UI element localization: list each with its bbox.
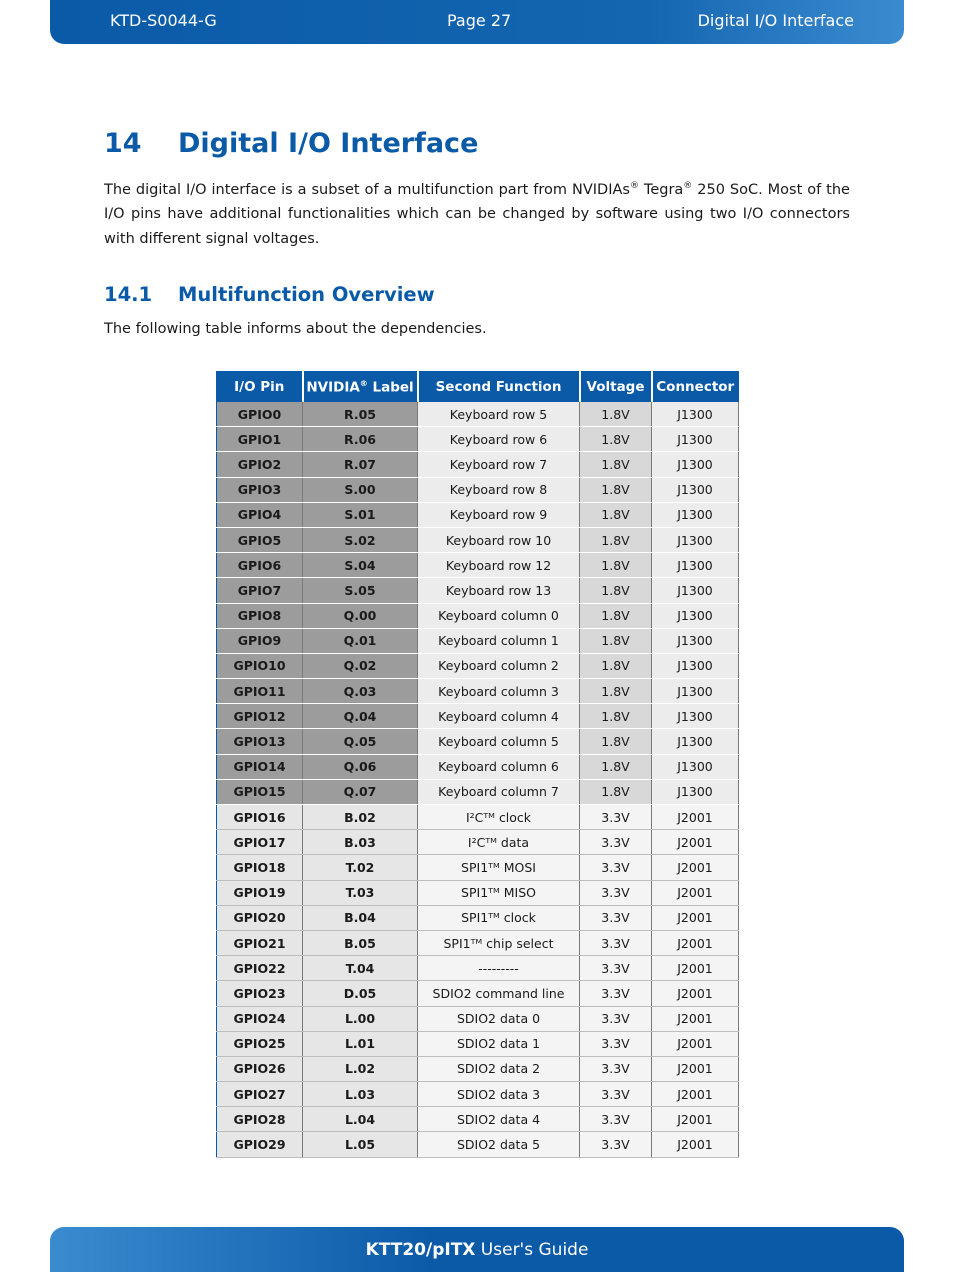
table-row bbox=[217, 1006, 739, 1031]
cell-connector: J1300 bbox=[652, 729, 739, 754]
cell-pin: GPIO6 bbox=[217, 553, 303, 578]
cell-pin: GPIO28 bbox=[217, 1107, 303, 1132]
col-header-voltage: Voltage bbox=[580, 372, 652, 403]
cell-connector: J2001 bbox=[652, 956, 739, 981]
registered-mark: ® bbox=[359, 378, 368, 388]
table-body bbox=[217, 402, 739, 1157]
page-number: Page 27 bbox=[447, 11, 512, 30]
table-row bbox=[217, 553, 739, 578]
cell-function: Keyboard row 6 bbox=[418, 427, 580, 452]
cell-function: SDIO2 data 4 bbox=[418, 1107, 580, 1132]
table-row bbox=[217, 1082, 739, 1107]
cell-voltage: 3.3V bbox=[580, 1082, 652, 1107]
table-row bbox=[217, 679, 739, 704]
col-header-label bbox=[303, 372, 418, 403]
cell-pin: GPIO9 bbox=[217, 628, 303, 653]
cell-function: SDIO2 data 3 bbox=[418, 1082, 580, 1107]
doc-id: KTD-S0044-G bbox=[110, 11, 217, 30]
table-row bbox=[217, 1107, 739, 1132]
cell-label: Q.04 bbox=[303, 704, 418, 729]
cell-pin: GPIO4 bbox=[217, 502, 303, 527]
cell-label: Q.07 bbox=[303, 779, 418, 804]
cell-label: B.05 bbox=[303, 930, 418, 955]
header-section-title: Digital I/O Interface bbox=[697, 11, 854, 30]
cell-pin: GPIO22 bbox=[217, 956, 303, 981]
registered-mark: ® bbox=[629, 181, 639, 191]
intro-text-3: 250 SoC. Most of the I/O pins have additional functionalities which can be changed by software using two I/O connectors with different signal voltages. bbox=[104, 181, 850, 247]
cell-function: Keyboard row 8 bbox=[418, 477, 580, 502]
cell-voltage: 1.8V bbox=[580, 704, 652, 729]
col-header-pin: I/O Pin bbox=[217, 372, 303, 403]
cell-label: L.05 bbox=[303, 1132, 418, 1157]
cell-pin: GPIO10 bbox=[217, 653, 303, 678]
cell-connector: J2001 bbox=[652, 855, 739, 880]
cell-connector: J1300 bbox=[652, 679, 739, 704]
cell-pin: GPIO15 bbox=[217, 779, 303, 804]
cell-pin: GPIO7 bbox=[217, 578, 303, 603]
cell-voltage: 1.8V bbox=[580, 527, 652, 552]
cell-connector: J1300 bbox=[652, 527, 739, 552]
cell-label: B.04 bbox=[303, 905, 418, 930]
chapter-heading bbox=[104, 128, 478, 159]
cell-voltage: 3.3V bbox=[580, 930, 652, 955]
cell-label: T.03 bbox=[303, 880, 418, 905]
cell-connector: J1300 bbox=[652, 427, 739, 452]
cell-function: SDIO2 data 5 bbox=[418, 1132, 580, 1157]
cell-label: T.04 bbox=[303, 956, 418, 981]
cell-pin: GPIO20 bbox=[217, 905, 303, 930]
table-row bbox=[217, 578, 739, 603]
cell-function: Keyboard row 10 bbox=[418, 527, 580, 552]
cell-function: Keyboard row 9 bbox=[418, 502, 580, 527]
table-row bbox=[217, 930, 739, 955]
cell-label: L.01 bbox=[303, 1031, 418, 1056]
cell-label: L.02 bbox=[303, 1056, 418, 1081]
cell-connector: J2001 bbox=[652, 1082, 739, 1107]
table-row bbox=[217, 427, 739, 452]
table-row bbox=[217, 729, 739, 754]
chapter-number: 14 bbox=[104, 128, 142, 159]
cell-voltage: 3.3V bbox=[580, 1056, 652, 1081]
cell-label: R.05 bbox=[303, 402, 418, 427]
cell-function: Keyboard row 12 bbox=[418, 553, 580, 578]
cell-label: R.06 bbox=[303, 427, 418, 452]
cell-pin: GPIO2 bbox=[217, 452, 303, 477]
cell-voltage: 3.3V bbox=[580, 805, 652, 830]
cell-connector: J1300 bbox=[652, 502, 739, 527]
table-row bbox=[217, 830, 739, 855]
intro-text-2: Tegra bbox=[638, 181, 684, 198]
cell-label: D.05 bbox=[303, 981, 418, 1006]
cell-voltage: 1.8V bbox=[580, 402, 652, 427]
section-number: 14.1 bbox=[104, 283, 153, 306]
cell-voltage: 3.3V bbox=[580, 956, 652, 981]
footer-title bbox=[50, 1240, 904, 1260]
cell-pin: GPIO27 bbox=[217, 1082, 303, 1107]
cell-voltage: 1.8V bbox=[580, 754, 652, 779]
cell-function: SPI1ᵀᴹ chip select bbox=[418, 930, 580, 955]
cell-connector: J2001 bbox=[652, 1132, 739, 1157]
cell-connector: J1300 bbox=[652, 578, 739, 603]
cell-function: Keyboard column 0 bbox=[418, 603, 580, 628]
col-header-function: Second Function bbox=[418, 372, 580, 403]
cell-voltage: 1.8V bbox=[580, 578, 652, 603]
cell-voltage: 1.8V bbox=[580, 502, 652, 527]
table-intro: The following table informs about the dependencies. bbox=[104, 321, 487, 337]
chapter-title: Digital I/O Interface bbox=[178, 128, 479, 159]
cell-pin: GPIO13 bbox=[217, 729, 303, 754]
cell-label: S.05 bbox=[303, 578, 418, 603]
table-row bbox=[217, 1056, 739, 1081]
chapter-intro bbox=[104, 174, 850, 251]
cell-pin: GPIO14 bbox=[217, 754, 303, 779]
cell-label: Q.01 bbox=[303, 628, 418, 653]
cell-function: SDIO2 command line bbox=[418, 981, 580, 1006]
cell-function: Keyboard column 1 bbox=[418, 628, 580, 653]
cell-connector: J2001 bbox=[652, 880, 739, 905]
cell-function: Keyboard row 5 bbox=[418, 402, 580, 427]
cell-label: Q.00 bbox=[303, 603, 418, 628]
cell-function: --------- bbox=[418, 956, 580, 981]
cell-label: Q.06 bbox=[303, 754, 418, 779]
page-header bbox=[50, 0, 904, 44]
cell-voltage: 1.8V bbox=[580, 679, 652, 704]
cell-function: SDIO2 data 2 bbox=[418, 1056, 580, 1081]
table-row bbox=[217, 502, 739, 527]
cell-function: Keyboard column 6 bbox=[418, 754, 580, 779]
cell-pin: GPIO19 bbox=[217, 880, 303, 905]
cell-voltage: 1.8V bbox=[580, 477, 652, 502]
table-row bbox=[217, 956, 739, 981]
cell-connector: J2001 bbox=[652, 805, 739, 830]
cell-connector: J1300 bbox=[652, 402, 739, 427]
cell-voltage: 1.8V bbox=[580, 628, 652, 653]
cell-label: R.07 bbox=[303, 452, 418, 477]
cell-connector: J1300 bbox=[652, 452, 739, 477]
cell-pin: GPIO18 bbox=[217, 855, 303, 880]
cell-pin: GPIO26 bbox=[217, 1056, 303, 1081]
cell-label: L.03 bbox=[303, 1082, 418, 1107]
cell-pin: GPIO0 bbox=[217, 402, 303, 427]
cell-voltage: 3.3V bbox=[580, 880, 652, 905]
cell-pin: GPIO8 bbox=[217, 603, 303, 628]
cell-function: Keyboard row 13 bbox=[418, 578, 580, 603]
table-row bbox=[217, 603, 739, 628]
cell-voltage: 3.3V bbox=[580, 905, 652, 930]
cell-voltage: 3.3V bbox=[580, 1107, 652, 1132]
cell-connector: J1300 bbox=[652, 754, 739, 779]
cell-label: S.04 bbox=[303, 553, 418, 578]
table-row bbox=[217, 452, 739, 477]
table-row bbox=[217, 477, 739, 502]
table-row bbox=[217, 653, 739, 678]
cell-function: Keyboard column 7 bbox=[418, 779, 580, 804]
cell-connector: J2001 bbox=[652, 830, 739, 855]
cell-pin: GPIO5 bbox=[217, 527, 303, 552]
cell-pin: GPIO12 bbox=[217, 704, 303, 729]
cell-connector: J1300 bbox=[652, 704, 739, 729]
cell-label: L.00 bbox=[303, 1006, 418, 1031]
cell-function: SPI1ᵀᴹ MOSI bbox=[418, 855, 580, 880]
cell-pin: GPIO24 bbox=[217, 1006, 303, 1031]
table-row bbox=[217, 402, 739, 427]
cell-label: Q.02 bbox=[303, 653, 418, 678]
cell-function: Keyboard row 7 bbox=[418, 452, 580, 477]
footer-product: KTT20/pITX bbox=[365, 1240, 476, 1260]
section-heading bbox=[104, 283, 435, 306]
cell-connector: J2001 bbox=[652, 930, 739, 955]
table-row bbox=[217, 1132, 739, 1157]
cell-function: Keyboard column 4 bbox=[418, 704, 580, 729]
cell-label: B.02 bbox=[303, 805, 418, 830]
cell-voltage: 1.8V bbox=[580, 452, 652, 477]
cell-connector: J1300 bbox=[652, 779, 739, 804]
section-title: Multifunction Overview bbox=[178, 283, 435, 306]
cell-voltage: 1.8V bbox=[580, 427, 652, 452]
intro-text-1: The digital I/O interface is a subset of a multifunction part from NVIDIAs bbox=[104, 181, 630, 198]
table-row bbox=[217, 628, 739, 653]
cell-pin: GPIO25 bbox=[217, 1031, 303, 1056]
footer-guide: User's Guide bbox=[475, 1240, 589, 1260]
cell-voltage: 3.3V bbox=[580, 1006, 652, 1031]
table-row bbox=[217, 704, 739, 729]
cell-connector: J1300 bbox=[652, 628, 739, 653]
cell-function: I²Cᵀᴹ data bbox=[418, 830, 580, 855]
cell-pin: GPIO16 bbox=[217, 805, 303, 830]
cell-voltage: 1.8V bbox=[580, 729, 652, 754]
table-row bbox=[217, 527, 739, 552]
table-header-row bbox=[217, 372, 739, 403]
cell-function: SDIO2 data 0 bbox=[418, 1006, 580, 1031]
table-row bbox=[217, 880, 739, 905]
cell-voltage: 1.8V bbox=[580, 603, 652, 628]
table-row bbox=[217, 754, 739, 779]
cell-label: T.02 bbox=[303, 855, 418, 880]
cell-connector: J1300 bbox=[652, 603, 739, 628]
page-footer bbox=[50, 1227, 904, 1272]
cell-voltage: 3.3V bbox=[580, 981, 652, 1006]
registered-mark: ® bbox=[683, 181, 693, 191]
cell-function: Keyboard column 3 bbox=[418, 679, 580, 704]
cell-function: SPI1ᵀᴹ clock bbox=[418, 905, 580, 930]
cell-connector: J1300 bbox=[652, 653, 739, 678]
cell-label: Q.03 bbox=[303, 679, 418, 704]
cell-pin: GPIO17 bbox=[217, 830, 303, 855]
cell-voltage: 3.3V bbox=[580, 830, 652, 855]
cell-function: I²Cᵀᴹ clock bbox=[418, 805, 580, 830]
cell-connector: J2001 bbox=[652, 905, 739, 930]
cell-pin: GPIO1 bbox=[217, 427, 303, 452]
cell-function: Keyboard column 5 bbox=[418, 729, 580, 754]
cell-voltage: 1.8V bbox=[580, 779, 652, 804]
table-row bbox=[217, 779, 739, 804]
cell-label: S.00 bbox=[303, 477, 418, 502]
cell-voltage: 1.8V bbox=[580, 653, 652, 678]
cell-function: Keyboard column 2 bbox=[418, 653, 580, 678]
cell-label: B.03 bbox=[303, 830, 418, 855]
cell-label: Q.05 bbox=[303, 729, 418, 754]
table-row bbox=[217, 981, 739, 1006]
table-row bbox=[217, 905, 739, 930]
cell-connector: J2001 bbox=[652, 1031, 739, 1056]
cell-pin: GPIO21 bbox=[217, 930, 303, 955]
cell-function: SDIO2 data 1 bbox=[418, 1031, 580, 1056]
cell-pin: GPIO23 bbox=[217, 981, 303, 1006]
cell-voltage: 1.8V bbox=[580, 553, 652, 578]
cell-connector: J2001 bbox=[652, 1006, 739, 1031]
cell-connector: J2001 bbox=[652, 981, 739, 1006]
cell-pin: GPIO29 bbox=[217, 1132, 303, 1157]
table-row bbox=[217, 1031, 739, 1056]
cell-voltage: 3.3V bbox=[580, 1132, 652, 1157]
cell-connector: J2001 bbox=[652, 1107, 739, 1132]
table-row bbox=[217, 805, 739, 830]
io-pin-table bbox=[216, 371, 739, 1158]
cell-connector: J2001 bbox=[652, 1056, 739, 1081]
table-row bbox=[217, 855, 739, 880]
cell-label: L.04 bbox=[303, 1107, 418, 1132]
cell-label: S.02 bbox=[303, 527, 418, 552]
cell-voltage: 3.3V bbox=[580, 1031, 652, 1056]
cell-connector: J1300 bbox=[652, 477, 739, 502]
cell-function: SPI1ᵀᴹ MISO bbox=[418, 880, 580, 905]
cell-connector: J1300 bbox=[652, 553, 739, 578]
cell-voltage: 3.3V bbox=[580, 855, 652, 880]
col-header-label-text: NVIDIA bbox=[306, 379, 360, 396]
cell-pin: GPIO3 bbox=[217, 477, 303, 502]
col-header-label-suffix: Label bbox=[367, 379, 414, 396]
cell-label: S.01 bbox=[303, 502, 418, 527]
col-header-connector: Connector bbox=[652, 372, 739, 403]
cell-pin: GPIO11 bbox=[217, 679, 303, 704]
